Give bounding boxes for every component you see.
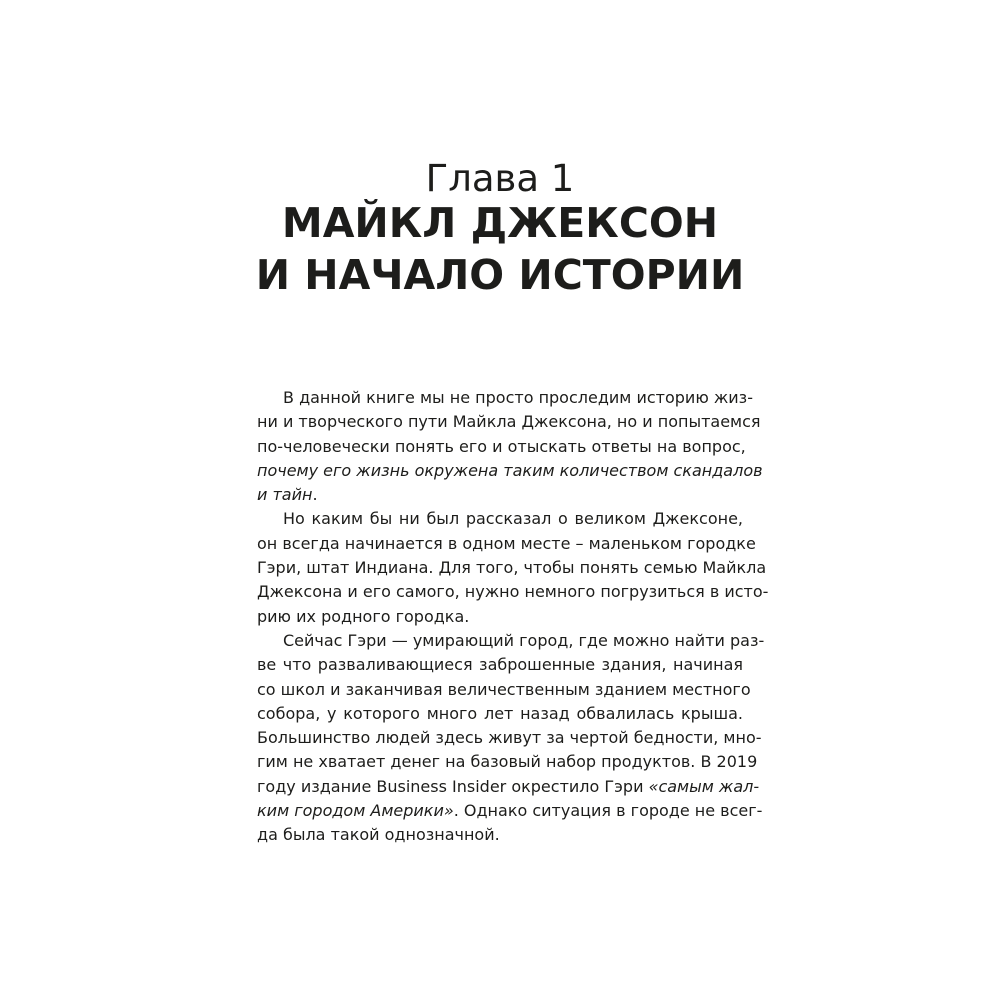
text-line: ве что разваливающиеся заброшенные здания, начиная	[257, 655, 743, 675]
italic-phrase: ким городом Америки»	[257, 801, 454, 821]
text-line: гим не хватает денег на базовый набор продуктов. В 2019	[257, 752, 758, 772]
text-line	[257, 483, 743, 507]
italic-phrase: и тайн	[257, 485, 313, 505]
text-line: Большинство людей здесь живут за чертой бедности, мно-	[257, 728, 762, 748]
text-line: Гэри, штат Индиана. Для того, чтобы понять семью Майкла	[257, 558, 767, 578]
text-line: по-человечески понять его и отыскать ответы на вопрос,	[257, 436, 746, 456]
text-line: Сейчас Гэри — умирающий город, где можно найти раз-	[283, 630, 765, 650]
text-fragment: году издание Business Insider окрестило Гэри	[257, 776, 649, 796]
paragraph-3	[257, 629, 765, 848]
text-line: со школ и заканчивая величественным зданием местного	[257, 679, 751, 699]
chapter-title	[0, 197, 1000, 301]
text-line	[257, 799, 763, 823]
paragraph-1	[257, 386, 763, 507]
text-line: собора, у которого много лет назад обвалилась крыша.	[257, 703, 743, 723]
text-fragment: . Однако ситуация в городе не всег-	[453, 801, 763, 821]
text-line: Но каким бы ни был рассказал о великом Джексоне,	[283, 509, 743, 529]
text-line: он всегда начинается в одном месте – маленьком городке	[257, 533, 756, 553]
italic-phrase: «самым жал-	[648, 776, 760, 796]
paragraph-2	[257, 507, 769, 628]
text-line: ни и творческого пути Майкла Джексона, но и попытаемся	[257, 412, 761, 432]
text-line: В данной книге мы не просто проследим историю жиз-	[283, 388, 753, 407]
chapter-title-line-2: И НАЧАЛО ИСТОРИИ	[255, 251, 745, 299]
text-line: да была такой однозначной.	[257, 825, 500, 845]
text-line	[257, 775, 760, 799]
text-line: почему его жизнь окружена таким количеством скандалов	[257, 460, 763, 480]
chapter-body	[257, 386, 769, 848]
chapter-number: Глава 1	[425, 157, 575, 200]
text-fragment: .	[312, 485, 318, 505]
text-line: Джексона и его самого, нужно немного погрузиться в исто-	[257, 582, 769, 602]
chapter-title-line-1: МАЙКЛ ДЖЕКСОН	[281, 199, 719, 247]
text-line: рию их родного городка.	[257, 606, 470, 626]
